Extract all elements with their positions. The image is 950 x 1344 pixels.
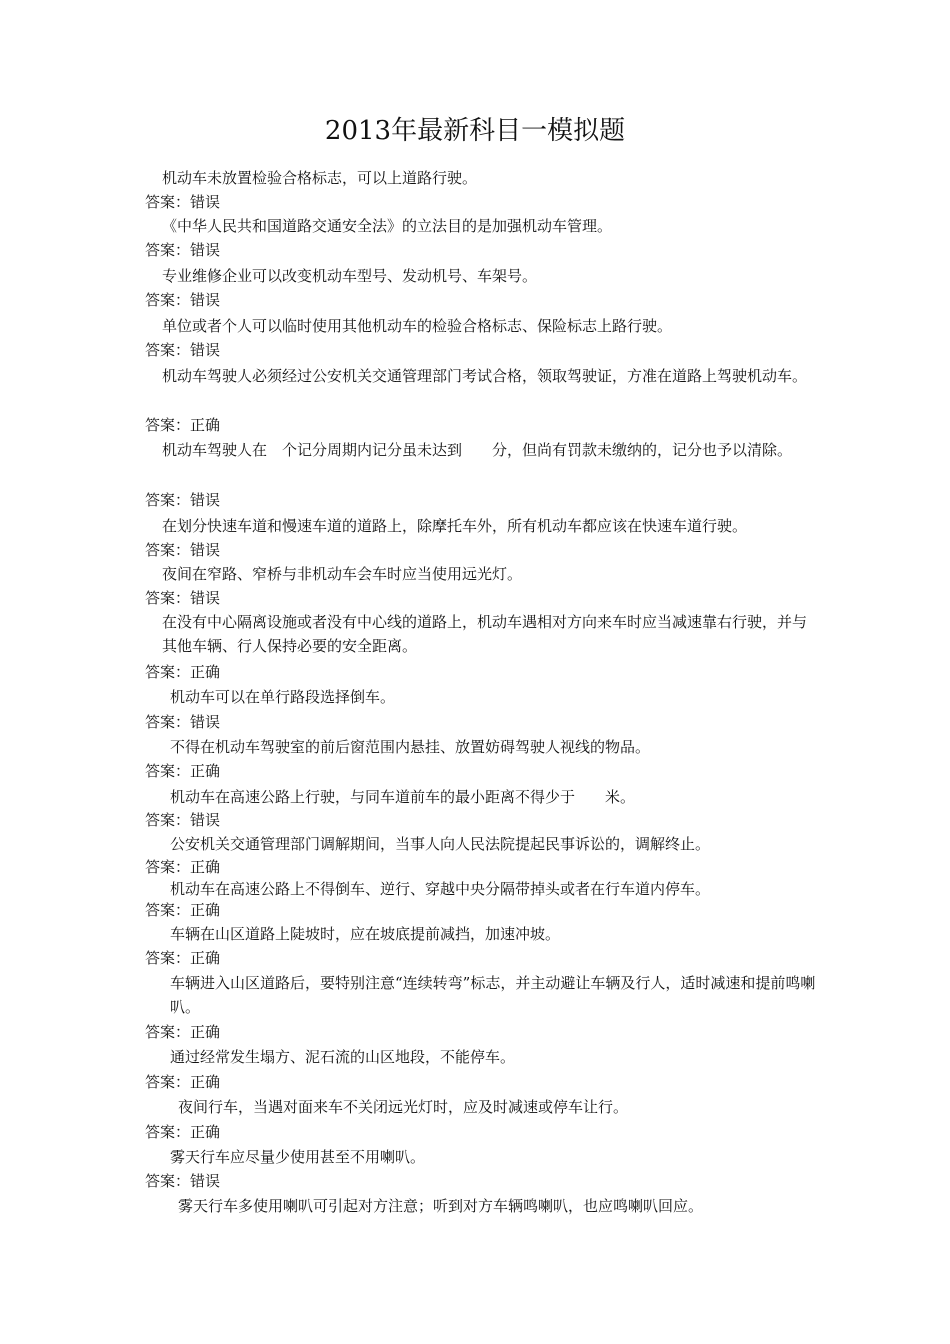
question-text: 单位或者个人可以临时使用其他机动车的检验合格标志、保险标志上路行驶。	[162, 317, 673, 335]
document-title: 2013年最新科目一模拟题	[324, 116, 626, 146]
answer-text: 答案：正确	[145, 762, 221, 780]
question-text: 车辆在山区道路上陡坡时，应在坡底提前减挡，加速冲坡。	[170, 925, 561, 943]
answer-text: 答案：错误	[145, 713, 221, 731]
answer-text: 答案：正确	[145, 901, 221, 919]
answer-text: 答案：错误	[145, 1172, 221, 1190]
question-text: 机动车在高速公路上行驶，与同车道前车的最小距离不得少于 米。	[170, 788, 636, 806]
question-text: 车辆进入山区道路后，要特别注意“连续转弯”标志，并主动避让车辆及行人，适时减速和提前鸣喇叭。	[170, 974, 816, 1016]
answer-text: 答案：错误	[145, 193, 221, 211]
answer-text: 答案：错误	[145, 491, 221, 509]
answer-text: 答案：正确	[145, 949, 221, 967]
question-text: 夜间行车，当遇对面来车不关闭远光灯时，应及时减速或停车让行。	[178, 1098, 629, 1116]
answer-text: 答案：正确	[145, 1023, 221, 1041]
question-text: 机动车在高速公路上不得倒车、逆行、穿越中央分隔带掉头或者在行车道内停车。	[170, 880, 711, 898]
answer-text: 答案：错误	[145, 291, 221, 309]
question-text: 不得在机动车驾驶室的前后窗范围内悬挂、放置妨碍驾驶人视线的物品。	[170, 738, 651, 756]
answer-text: 答案：正确	[145, 1123, 221, 1141]
answer-text: 答案：错误	[145, 589, 221, 607]
question-text: 专业维修企业可以改变机动车型号、发动机号、车架号。	[162, 267, 538, 285]
question-text: 雾天行车多使用喇叭可引起对方注意；听到对方车辆鸣喇叭，也应鸣喇叭回应。	[178, 1197, 704, 1215]
question-text: 通过经常发生塌方、泥石流的山区地段，不能停车。	[170, 1048, 516, 1066]
answer-text: 答案：正确	[145, 858, 221, 876]
answer-text: 答案：错误	[145, 341, 221, 359]
answer-text: 答案：正确	[145, 1073, 221, 1091]
question-text: 机动车驾驶人在 个记分周期内记分虽未达到 分，但尚有罚款未缴纳的，记分也予以清除。	[162, 441, 793, 459]
answer-text: 答案：错误	[145, 811, 221, 829]
question-text: 在划分快速车道和慢速车道的道路上，除摩托车外，所有机动车都应该在快速车道行驶。	[162, 517, 748, 535]
question-text: 在没有中心隔离设施或者没有中心线的道路上，机动车遇相对方向来车时应当减速靠右行驶，并与其他车辆、行人保持必要的安全距离。	[162, 613, 808, 655]
answer-text: 答案：正确	[145, 416, 221, 434]
answer-text: 答案：错误	[145, 541, 221, 559]
question-text: 公安机关交通管理部门调解期间，当事人向人民法院提起民事诉讼的，调解终止。	[170, 835, 711, 853]
question-text: 机动车未放置检验合格标志，可以上道路行驶。	[162, 169, 478, 187]
question-text: 雾天行车应尽量少使用甚至不用喇叭。	[170, 1148, 426, 1166]
question-text: 机动车驾驶人必须经过公安机关交通管理部门考试合格，领取驾驶证，方准在道路上驾驶机动车。	[162, 367, 808, 385]
answer-text: 答案：错误	[145, 241, 221, 259]
question-text: 夜间在窄路、窄桥与非机动车会车时应当使用远光灯。	[162, 565, 523, 583]
question-text: 《中华人民共和国道路交通安全法》的立法目的是加强机动车管理。	[162, 217, 613, 235]
question-text: 机动车可以在单行路段选择倒车。	[170, 688, 396, 706]
answer-text: 答案：正确	[145, 663, 221, 681]
